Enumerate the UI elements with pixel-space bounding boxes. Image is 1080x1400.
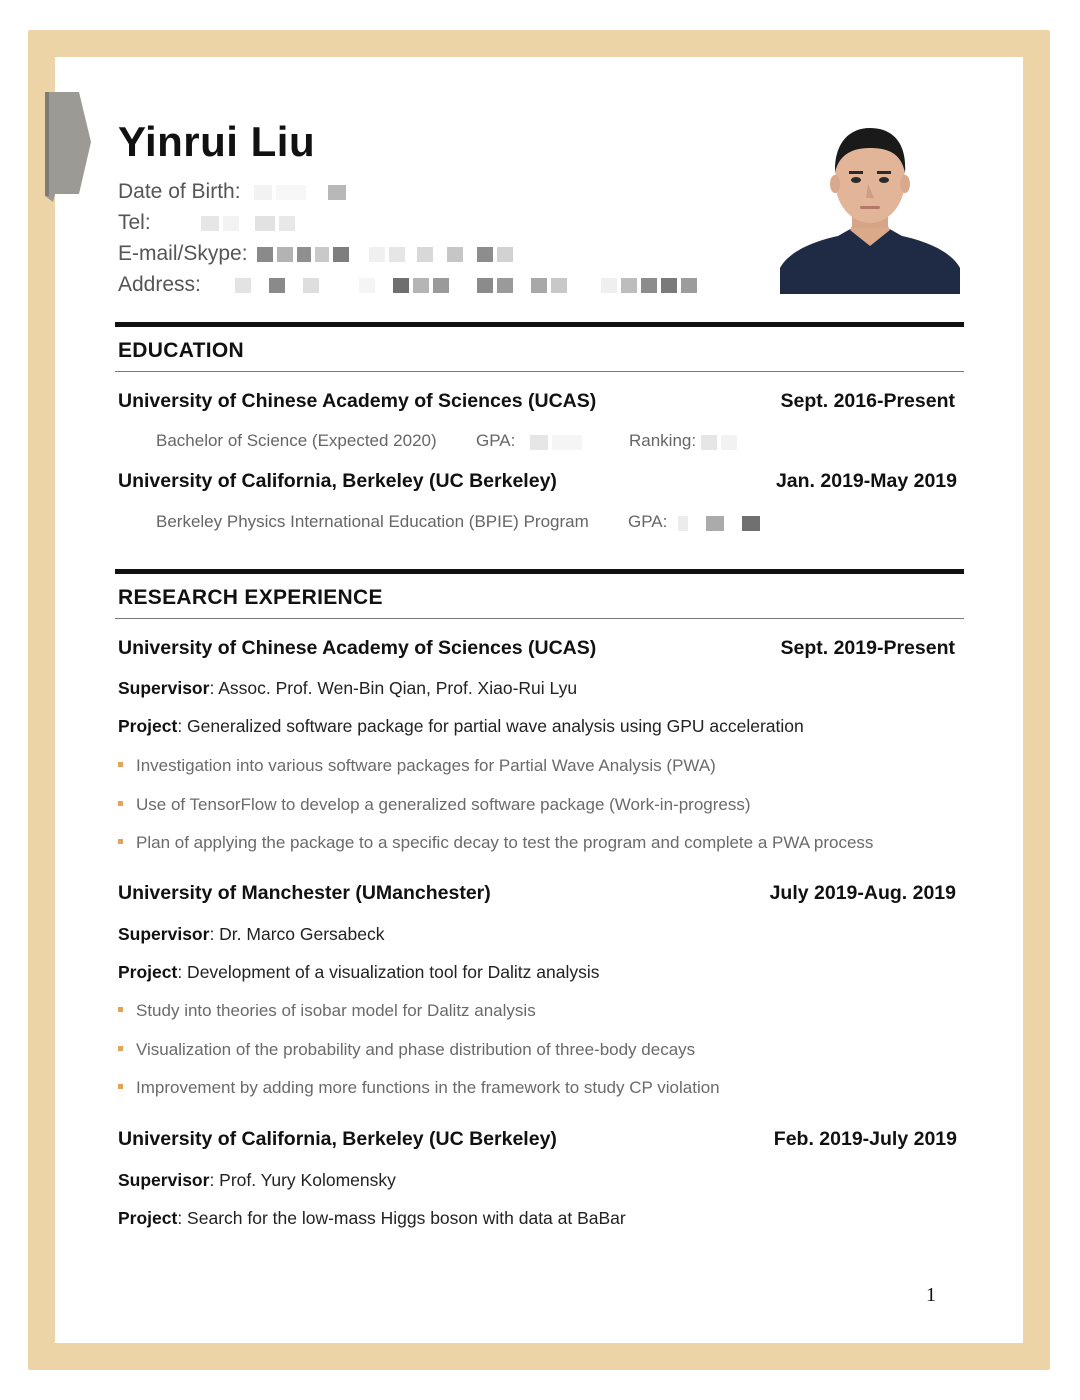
- redacted-email: [257, 242, 517, 266]
- redacted-tel: [165, 211, 299, 235]
- list-item: Improvement by adding more functions in the framework to study CP violation: [118, 1078, 720, 1098]
- ranking-label: Ranking:: [629, 431, 741, 452]
- research-date: July 2019-Aug. 2019: [769, 882, 956, 904]
- education-degree: Bachelor of Science (Expected 2020): [156, 431, 437, 450]
- research-org: University of California, Berkeley (UC Berkeley): [118, 1128, 557, 1150]
- tel-row: [118, 211, 299, 235]
- research-org: University of Manchester (UManchester): [118, 882, 491, 904]
- project-line: Project: Generalized software package for partial wave analysis using GPU acceleration: [118, 716, 804, 736]
- list-item: Study into theories of isobar model for Dalitz analysis: [118, 1001, 536, 1021]
- section-divider-thin: [115, 371, 964, 372]
- redacted-gpa: [520, 432, 586, 452]
- supervisor-line: Supervisor: Dr. Marco Gersabeck: [118, 924, 385, 944]
- list-item: Plan of applying the package to a specific decay to test the program and complete a PWA process: [118, 833, 873, 853]
- redacted-gpa: [672, 513, 764, 533]
- address-row: [118, 273, 701, 297]
- research-date: Feb. 2019-July 2019: [773, 1128, 957, 1150]
- dob-label: Date of Birth:: [118, 180, 241, 203]
- address-label: Address:: [118, 273, 201, 296]
- education-org: University of California, Berkeley (UC Berkeley): [118, 470, 557, 492]
- research-date: Sept. 2019-Present: [780, 637, 955, 659]
- redacted-address: [235, 273, 701, 297]
- section-tab-marker: [41, 92, 91, 202]
- page-number: 1: [926, 1284, 936, 1306]
- project-line: Project: Development of a visualization tool for Dalitz analysis: [118, 962, 600, 982]
- supervisor-line: Supervisor: Prof. Yury Kolomensky: [118, 1170, 396, 1190]
- gpa-label: GPA:: [628, 512, 764, 533]
- section-divider-thick: [115, 322, 964, 327]
- education-date: Jan. 2019-May 2019: [775, 470, 957, 492]
- dob-row: [118, 180, 350, 204]
- email-row: [118, 242, 517, 266]
- profile-photo: [780, 118, 960, 294]
- section-divider-thick: [115, 569, 964, 574]
- education-org: University of Chinese Academy of Sciences (UCAS): [118, 390, 597, 412]
- redacted-ranking: [701, 432, 741, 452]
- list-item: Investigation into various software packages for Partial Wave Analysis (PWA): [118, 756, 716, 776]
- research-org: University of Chinese Academy of Sciences (UCAS): [118, 637, 597, 659]
- gpa-label: GPA:: [476, 431, 586, 452]
- supervisor-line: Supervisor: Assoc. Prof. Wen-Bin Qian, Prof. Xiao-Rui Lyu: [118, 678, 578, 698]
- redacted-dob: [254, 180, 350, 204]
- education-date: Sept. 2016-Present: [780, 390, 955, 412]
- tel-label: Tel:: [118, 211, 151, 234]
- list-item: Use of TensorFlow to develop a generalized software package (Work-in-progress): [118, 795, 751, 815]
- education-program: Berkeley Physics International Education (BPIE) Program: [156, 512, 589, 531]
- list-item: Visualization of the probability and phase distribution of three-body decays: [118, 1040, 695, 1060]
- candidate-name: Yinrui Liu: [118, 118, 316, 165]
- email-label: E-mail/Skype:: [118, 242, 248, 265]
- project-line: Project: Search for the low-mass Higgs boson with data at BaBar: [118, 1208, 626, 1228]
- research-title: RESEARCH EXPERIENCE: [118, 586, 383, 609]
- section-divider-thin: [115, 618, 964, 619]
- education-title: EDUCATION: [118, 339, 244, 362]
